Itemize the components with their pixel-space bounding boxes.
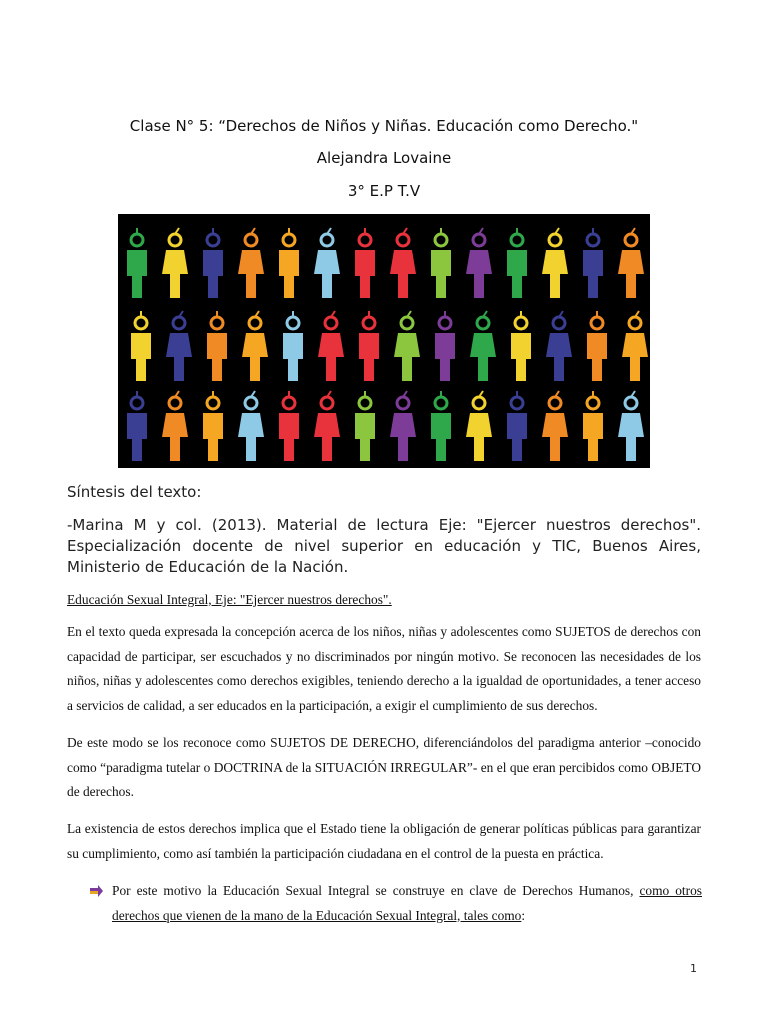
- person-figure: [466, 391, 492, 461]
- person-figure: [355, 228, 375, 298]
- person-figure: [431, 228, 451, 298]
- bullet-underlined-text: como otros derechos que vienen de la mano de la Educación Sexual Integral, tales como: [112, 883, 702, 923]
- person-figure: [203, 391, 223, 461]
- paragraph-1: En el texto queda expresada la concepción acerca de los niños, niñas y adolescentes como SUJETOS de derechos con capacidad de participar, ser escuchados y no discriminados por ningún motivo. Se reconocen las necesidades de los niños, niñas y adolescentes como derechos exigibles, teniendo derecho a la igualdad de oportunidades, a tener acceso a servicios de calidad, a ser educados en la participación, a exigir el cumplimiento de sus derechos.: [67, 624, 701, 713]
- person-figure: [279, 228, 299, 298]
- paragraph-2: De este modo se los reconoce como SUJETOS DE DERECHO, diferenciándolos del paradigma anterior –conocido como “paradigma tutelar o DOCTRINA de la SITUACIÓN IRREGULAR”- en el que eran percibidos como OBJETO de derechos.: [67, 735, 701, 799]
- person-figure: [203, 228, 223, 298]
- person-figure: [394, 311, 420, 381]
- person-figure: [390, 391, 416, 461]
- document-course: 3° E.P T.V: [347, 182, 421, 200]
- section-heading: Educación Sexual Integral, Eje: "Ejercer nuestros derechos".: [67, 592, 392, 607]
- person-figure: [583, 391, 603, 461]
- person-figure: [162, 391, 188, 461]
- person-figure: [542, 228, 568, 298]
- person-figure: [238, 228, 264, 298]
- person-figure: [583, 228, 603, 298]
- person-figure: [618, 228, 644, 298]
- person-figure: [546, 311, 572, 381]
- person-figure: [162, 228, 188, 298]
- document-author: Alejandra Lovaine: [316, 149, 452, 167]
- person-figure: [618, 391, 644, 461]
- person-figure: [622, 311, 648, 381]
- bullet-text-end: :: [521, 907, 526, 923]
- person-figure: [470, 311, 496, 381]
- person-figure: [466, 228, 492, 298]
- person-figure: [127, 228, 147, 298]
- reference-citation: -Marina M y col. (2013). Material de lectura Eje: "Ejercer nuestros derechos". Especialización docente de nivel superior en educación y TIC, Buenos Aires, Ministerio de Educación de la Nación.: [67, 516, 701, 576]
- bullet-item: [112, 879, 702, 928]
- paragraph-3: La existencia de estos derechos implica que el Estado tiene la obligación de generar políticas públicas para garantizar su cumplimiento, como así también la participación ciudadana en el control de la puesta en práctica.: [67, 821, 701, 861]
- person-figure: [279, 391, 299, 461]
- person-figure: [507, 391, 527, 461]
- person-figure: [318, 311, 344, 381]
- person-figure: [511, 311, 531, 381]
- person-figure: [238, 391, 264, 461]
- person-figure: [127, 391, 147, 461]
- person-figure: [390, 228, 416, 298]
- people-illustration: [118, 214, 650, 468]
- bullet-text: Por este motivo la Educación Sexual Integral se construye en clave de Derechos Humanos,: [112, 883, 640, 898]
- page-number: 1: [690, 962, 697, 975]
- synthesis-heading: Síntesis del texto:: [67, 483, 202, 501]
- person-figure: [355, 391, 375, 461]
- person-figure: [283, 311, 303, 381]
- person-figure: [242, 311, 268, 381]
- person-figure: [431, 391, 451, 461]
- person-figure: [507, 228, 527, 298]
- bullet-arrow-icon: [88, 884, 104, 898]
- person-figure: [207, 311, 227, 381]
- person-figure: [166, 311, 192, 381]
- person-figure: [542, 391, 568, 461]
- colorful-people-figures: [118, 214, 650, 468]
- person-figure: [314, 391, 340, 461]
- person-figure: [314, 228, 340, 298]
- person-figure: [131, 311, 151, 381]
- person-figure: [359, 311, 379, 381]
- person-figure: [587, 311, 607, 381]
- document-title: Clase N° 5: “Derechos de Niños y Niñas. Educación como Derecho.": [129, 117, 639, 135]
- person-figure: [435, 311, 455, 381]
